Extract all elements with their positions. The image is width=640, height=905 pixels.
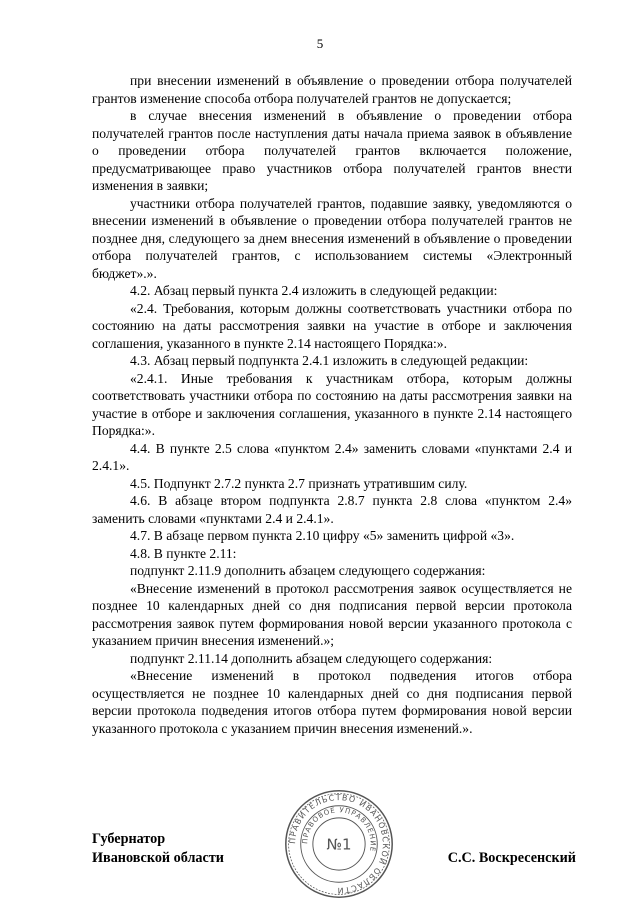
paragraph: в случае внесения изменений в объявление о проведении отбора получателей грантов после наступления даты начала приема заявок в объявление о проведении отбора получателей грантов включается положение, предусматривающее право участников отбора получателей грантов внести изменения в заявки; xyxy=(92,108,572,193)
paragraph: 4.7. В абзаце первом пункта 2.10 цифру «5» заменить цифрой «3». xyxy=(130,528,515,543)
paragraph: при внесении изменений в объявление о проведении отбора получателей грантов изменение способа отбора получателей грантов не допускается; xyxy=(92,73,572,106)
paragraph: участники отбора получателей грантов, подавшие заявку, уведомляются о внесении изменений в объявление о проведении отбора получателей грантов не позднее дня, следующего за днем внесения изменений в объявление о проведении отбора получателей грантов, с использованием системы «Электронный бюджет».». xyxy=(92,195,572,281)
signatory-region: Ивановской области xyxy=(92,850,224,866)
paragraph: «Внесение изменений в протокол подведения итогов отбора осуществляется не позднее 10 календарных дней со дня подписания первой версии протокола подведения итогов отбора путем формирования новой версии указанного протокола с указанием причин внесения изменений.». xyxy=(92,668,572,736)
paragraph: подпункт 2.11.9 дополнить абзацем следующего содержания: xyxy=(130,563,486,578)
paragraph: подпункт 2.11.14 дополнить абзацем следующего содержания: xyxy=(130,650,493,666)
paragraph: «Внесение изменений в протокол рассмотрения заявок осуществляется не позднее 10 календарных дней со дня подписания первой версии протокола рассмотрения заявок путем формирования новой версии указанного протокола с указанием причин внесения изменений.»; xyxy=(92,580,572,648)
stamp-outer-text: ПРАВИТЕЛЬСТВО ИВАНОВСКОЙ ОБЛАСТИ xyxy=(288,793,390,895)
page-number: 5 xyxy=(316,36,324,51)
paragraph: 4.8. В пункте 2.11: xyxy=(130,545,237,561)
paragraph: 4.2. Абзац первый пункта 2.4 изложить в следующей редакции: xyxy=(130,283,498,298)
stamp-number: №1 xyxy=(326,835,352,854)
official-stamp xyxy=(280,788,398,900)
paragraph: 4.5. Подпункт 2.7.2 пункта 2.7 признать утратившим силу. xyxy=(130,475,468,491)
paragraph: 4.3. Абзац первый подпункта 2.4.1 изложить в следующей редакции: xyxy=(130,353,529,368)
signatory-name: С.С. Воскресенский xyxy=(447,850,576,866)
document-body xyxy=(92,72,572,737)
signatory-title: Губернатор xyxy=(92,831,166,847)
signatory-position xyxy=(92,830,224,868)
paragraph: «2.4. Требования, которым должны соответствовать участники отбора по состоянию на даты рассмотрения заявки на участие в отборе и заключения соглашения, указанного в пункте 2.14 настоящего Порядка:». xyxy=(92,300,572,351)
paragraph: 4.4. В пункте 2.5 слова «пунктом 2.4» заменить словами «пунктами 2.4 и 2.4.1». xyxy=(92,440,572,473)
paragraph: «2.4.1. Иные требования к участникам отбора, которым должны соответствовать участники отбора по состоянию на даты рассмотрения заявки на участие в отборе и заключения соглашения, указанного в пункте 2.14 настоящего Порядка:». xyxy=(92,370,572,438)
stamp-inner-text: ПРАВОВОЕ УПРАВЛЕНИЕ xyxy=(301,806,377,853)
paragraph: 4.6. В абзаце втором подпункта 2.8.7 пункта 2.8 слова «пунктом 2.4» заменить словами «пунктами 2.4 и 2.4.1». xyxy=(92,493,572,526)
